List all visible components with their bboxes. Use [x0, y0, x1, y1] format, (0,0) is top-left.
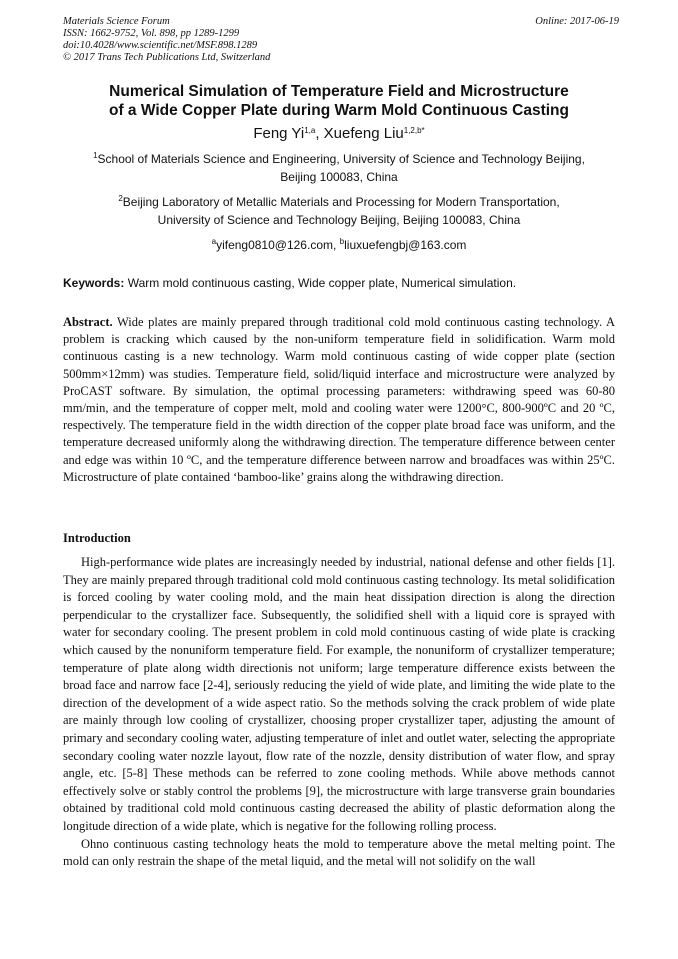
section-heading-introduction: Introduction: [63, 531, 131, 545]
email-a-marker: a: [211, 237, 217, 246]
affiliation-2: [63, 193, 615, 229]
email-b-marker: b: [339, 237, 345, 246]
abstract-text: Wide plates are mainly prepared through traditional cold mold continuous casting technology. A problem is cracking which caused by the non-uniform temperature field in solidification. Warm mold continuous casting is a new technology. Warm mold continuous casting of wide copper plate (section 500mm×12mm) was studies. Temperature field, solid/liquid interface and microstructure were analyzed by ProCAST software. By simulation, the optimal processing parameters: withdrawing speed was 60-80 mm/min, and the temperature of copper melt, mold and cooling water were 1200°C, 800-900ºC and 20 ºC, respectively. The temperature field in the width direction of the copper plate broad face was uniform, and the temperature decreased uniformly along the withdrawing direction. The temperature difference between center and edge was within 10 ºC, and the temperature difference between narrow and broadfaces was within 25ºC. Microstructure of plate contained ‘bamboo-like’ grains along the withdrawing direction.: [63, 315, 615, 484]
intro-paragraph-1: High-performance wide plates are increasingly needed by industrial, national defense and other fields [1]. They are mainly prepared through traditional cold mold continuous casting technology. Its metal solidification is forced cooling by water cooling mold, and the main heat dissipation direction is along the direction perpendicular to the crystallizer face. Subsequently, the solidified shell with a liquid core is sprayed with water for secondary cooling. The present problem in cold mold continuous casting of wide plate is cracking which caused by the nonuniform temperature field. For example, the nonuniform of crystallizer temperature; temperature of plate along width directionis not uniform; large temperature difference exists between the broad face and narrow face [2-4], seriously reducing the yield of wide plate, and limiting the wide plate to the direction of the development of a wide aspect ratio. So the methods solving the crack problem of wide plate are mainly through low cooling of crystallizer, choosing proper crystallizer taper, adjusting the amount of primary and secondary cooling water, adjusting temperature of inlet and outlet water, selecting the appropriate secondary cooling water nozzle layout, flow rate of the nozzle, density distribution of water flow, and spray angle, etc. [5-8] These methods can be referred to zone cooling methods. While above methods cannot effectively solve or stably control the problems [9], the microstructure with large transverse grain boundaries obtained by traditional cold mold continuous casting decreased the ability of plastic deformation along the longitude direction of a wide plate, which is negative for the following rolling process.: [63, 555, 615, 833]
author-1: Feng Yi: [253, 125, 305, 142]
affiliation-2-marker: 2: [118, 194, 123, 203]
affiliation-1: [63, 150, 615, 186]
email-a[interactable]: yifeng0810@126.com,: [216, 238, 340, 252]
intro-paragraph-2: Ohno continuous casting technology heats the mold to temperature above the metal melting point. The mold can only restrain the shape of the metal liquid, and the metal will not solidify on the wall: [63, 836, 615, 869]
affiliation-1-line-2: Beijing 100083, China: [280, 170, 398, 184]
affiliation-1-marker: 1: [93, 151, 98, 160]
abstract-label: Abstract.: [63, 315, 113, 329]
affiliation-2-line-1: Beijing Laboratory of Metallic Materials and Processing for Modern Transportation,: [122, 195, 560, 209]
author-2: Xuefeng Liu: [323, 125, 404, 142]
paper-title: [63, 82, 615, 120]
keywords: [63, 275, 619, 291]
doi-line: doi:10.4028/www.scientific.net/MSF.898.1289: [63, 40, 258, 51]
running-header: [63, 16, 619, 64]
journal-name: Materials Science Forum: [63, 16, 170, 27]
author-1-affiliation: 1,a: [304, 126, 316, 135]
introduction-body: [63, 554, 615, 871]
author-list: [63, 124, 615, 143]
affiliation-2-line-2: University of Science and Technology Beijing, Beijing 100083, China: [157, 213, 521, 227]
affiliation-1-line-1: School of Materials Science and Engineering, University of Science and Technology Beijing,: [97, 152, 585, 166]
copyright-line: © 2017 Trans Tech Publications Ltd, Switzerland: [63, 52, 271, 63]
title-line-2: of a Wide Copper Plate during Warm Mold Continuous Casting: [109, 102, 569, 119]
author-2-affiliation: 1,2,b*: [403, 126, 425, 135]
issn-line: ISSN: 1662-9752, Vol. 898, pp 1289-1299: [63, 28, 240, 39]
online-date: Online: 2017-06-19: [535, 16, 619, 27]
title-line-1: Numerical Simulation of Temperature Field and Microstructure: [109, 83, 569, 100]
author-emails: [63, 236, 615, 254]
email-b[interactable]: liuxuefengbj@163.com: [344, 238, 467, 252]
author-separator: ,: [315, 125, 324, 142]
keywords-label: Keywords:: [63, 276, 125, 290]
abstract: [63, 314, 615, 486]
keywords-text: Warm mold continuous casting, Wide copper plate, Numerical simulation.: [124, 276, 517, 290]
